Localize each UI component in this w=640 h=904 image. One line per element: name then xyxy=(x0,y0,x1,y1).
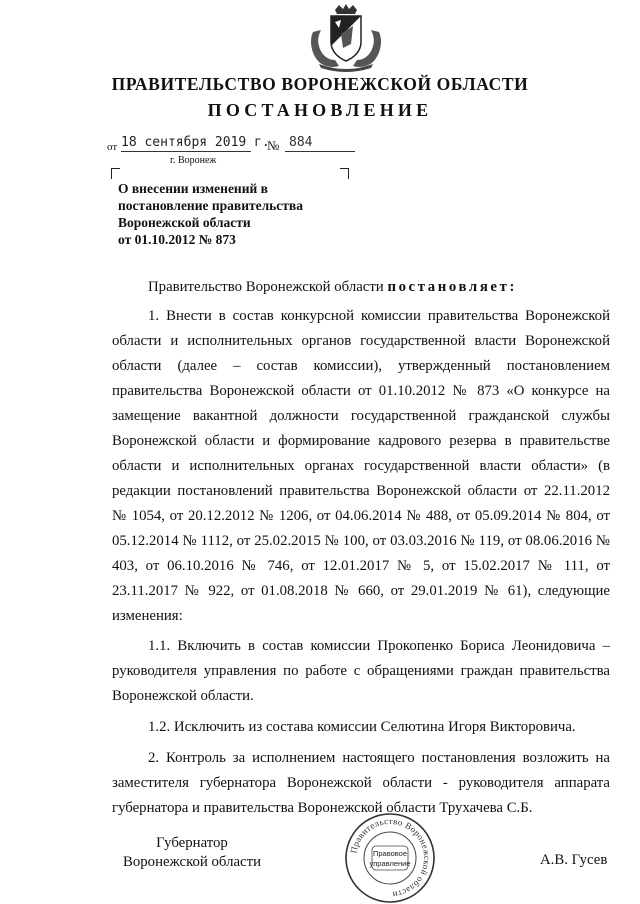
stamp-center-line: Правовое xyxy=(372,849,408,858)
coat-of-arms-icon xyxy=(305,4,387,72)
document-type: ПОСТАНОВЛЕНИЕ xyxy=(207,100,433,120)
signatory-name: А.В. Гусев xyxy=(540,852,608,868)
date-line xyxy=(107,135,367,159)
subject-line: от 01.10.2012 № 873 xyxy=(118,232,236,247)
date-prefix: от xyxy=(107,141,118,153)
position-line: Губернатор xyxy=(156,835,228,851)
city: г. Воронеж xyxy=(170,155,217,166)
paragraph-item-1: 1. Внести в состав конкурсной комиссии правительства Воронежской области и исполнительных органов государственной власти Воронежской области (далее – состав комиссии), утвержденный постановлением правительства Воронежской области от 01.10.2012 № 873 «О конкурсе на замещение вакантной должности государственной гражданской службы Воронежской области и формирование кадрового резерва в правительстве области и исполнительных органах государственной власти области» (в редакции постановлений правительства Воронежской области от 22.11.2012 № 1054, от 20.12.2012 № 1206, от 04.06.2014 № 488, от 05.09.2014 № 804, от 05.12.2014 № 1112, от 25.02.2015 № 100, от 03.03.2016 № 119, от 08.06.2016 № 403, от 06.10.2016 № 746, от 12.01.2017 № 5, от 15.02.2017 № 111, от 23.11.2017 № 922, от 01.08.2018 № 660, от 29.01.2019 № 61), следующие изменения: xyxy=(112,308,610,624)
organization-title: ПРАВИТЕЛЬСТВО ВОРОНЕЖСКОЙ ОБЛАСТИ xyxy=(111,74,529,94)
decree-intro xyxy=(112,275,610,300)
number-label: № xyxy=(267,138,280,153)
document-subject xyxy=(118,180,358,248)
signatory-position xyxy=(112,834,272,872)
official-stamp xyxy=(344,812,436,904)
stamp-ring-text: Правительство Воронежской области xyxy=(348,815,433,900)
decree-word: постановляет: xyxy=(387,279,517,295)
subject-line: О внесении изменений в xyxy=(118,181,268,196)
subject-line: Воронежской области xyxy=(118,215,251,230)
intro-text: Правительство Воронежской области xyxy=(148,279,388,295)
position-line: Воронежской области xyxy=(123,854,261,870)
document-date: 18 сентября 2019 г. xyxy=(121,135,270,150)
paragraph-item-1-1: 1.1. Включить в состав комиссии Прокопенко Бориса Леонидовича – руководителя управления по работе с обращениями граждан правительства Воронежской области. xyxy=(112,638,610,704)
corner-mark-left xyxy=(111,168,120,179)
date-underline xyxy=(121,151,251,152)
corner-mark-right xyxy=(340,168,349,179)
paragraph-item-1-2: 1.2. Исключить из состава комиссии Селютина Игоря Викторовича. xyxy=(148,719,576,735)
document-number: 884 xyxy=(289,135,313,150)
stamp-center-line: управление xyxy=(369,859,411,868)
paragraph-item-2: 2. Контроль за исполнением настоящего постановления возложить на заместителя губернатора Воронежской области - руководителя аппарата губернатора и правительства Воронежской области Трухачева С.Б. xyxy=(112,750,610,816)
document-body xyxy=(112,275,610,821)
subject-line: постановление правительства xyxy=(118,198,303,213)
number-underline xyxy=(285,151,355,152)
